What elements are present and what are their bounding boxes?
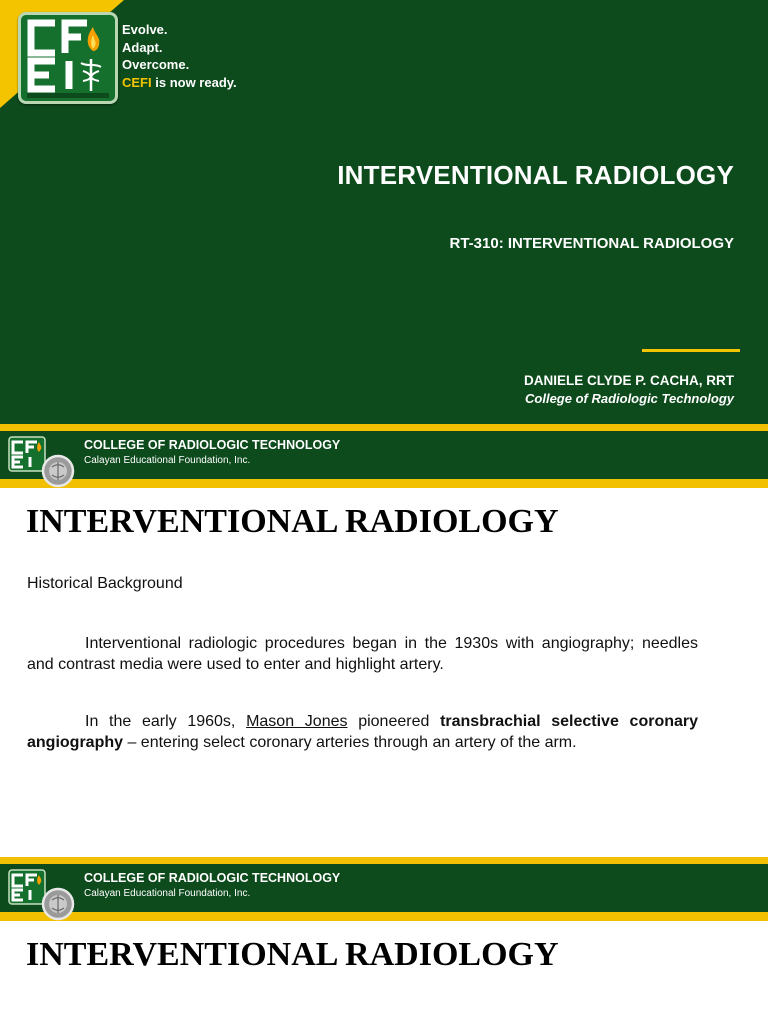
title-slide (0, 0, 768, 424)
cefi-logo-icon (18, 12, 118, 104)
paragraph-mason-jones (27, 711, 698, 753)
tagline-ready-text: is now ready. (151, 74, 237, 90)
tagline-cefi: CEFI (122, 74, 152, 90)
paragraph-angiography: Interventional radiologic procedures began in the 1930s with angiography; needles and contrast media were used to enter and highlight artery. (27, 635, 698, 673)
tagline-line-overcome: Overcome. (122, 57, 190, 72)
mason-jones-name: Mason Jones (246, 713, 348, 730)
college-banner (0, 424, 768, 488)
banner-gold-line-top (0, 857, 768, 864)
banner-college-name: COLLEGE OF RADIOLOGIC TECHNOLOGY (84, 438, 341, 452)
slide-heading: INTERVENTIONAL RADIOLOGY (26, 503, 559, 540)
presentation-title: INTERVENTIONAL RADIOLOGY (337, 160, 734, 190)
para2-middle: pioneered (347, 713, 441, 730)
banner-gold-line-top (0, 424, 768, 431)
author-name: DANIELE CLYDE P. CACHA, RRT (523, 373, 734, 388)
para2-bold-term: transbrachial selective coronary angiography (27, 713, 699, 751)
tagline (122, 21, 237, 91)
slide-heading: INTERVENTIONAL RADIOLOGY (26, 936, 559, 973)
banner-foundation-name: Calayan Educational Foundation, Inc. (84, 455, 251, 466)
tagline-line-adapt: Adapt. (122, 39, 163, 55)
tagline-line-evolve: Evolve. (122, 22, 168, 37)
banner-college-name: COLLEGE OF RADIOLOGIC TECHNOLOGY (84, 871, 341, 885)
banner-gold-line-bottom (0, 912, 768, 921)
department-name: College of Radiologic Technology (525, 391, 734, 406)
section-label: Historical Background (27, 575, 183, 592)
gold-divider (642, 349, 740, 352)
cefi-logo-icon (8, 867, 80, 921)
college-banner (0, 857, 768, 921)
banner-foundation-name: Calayan Educational Foundation, Inc. (84, 888, 251, 899)
para2-end: – entering select coronary arteries through an artery of the arm. (123, 734, 577, 751)
tagline-line-ready (122, 74, 237, 92)
para2-intro: In the early 1960s, (85, 713, 247, 730)
course-code: RT-310: INTERVENTIONAL RADIOLOGY (449, 235, 734, 252)
banner-gold-line-bottom (0, 479, 768, 488)
cefi-logo-icon (8, 434, 80, 488)
